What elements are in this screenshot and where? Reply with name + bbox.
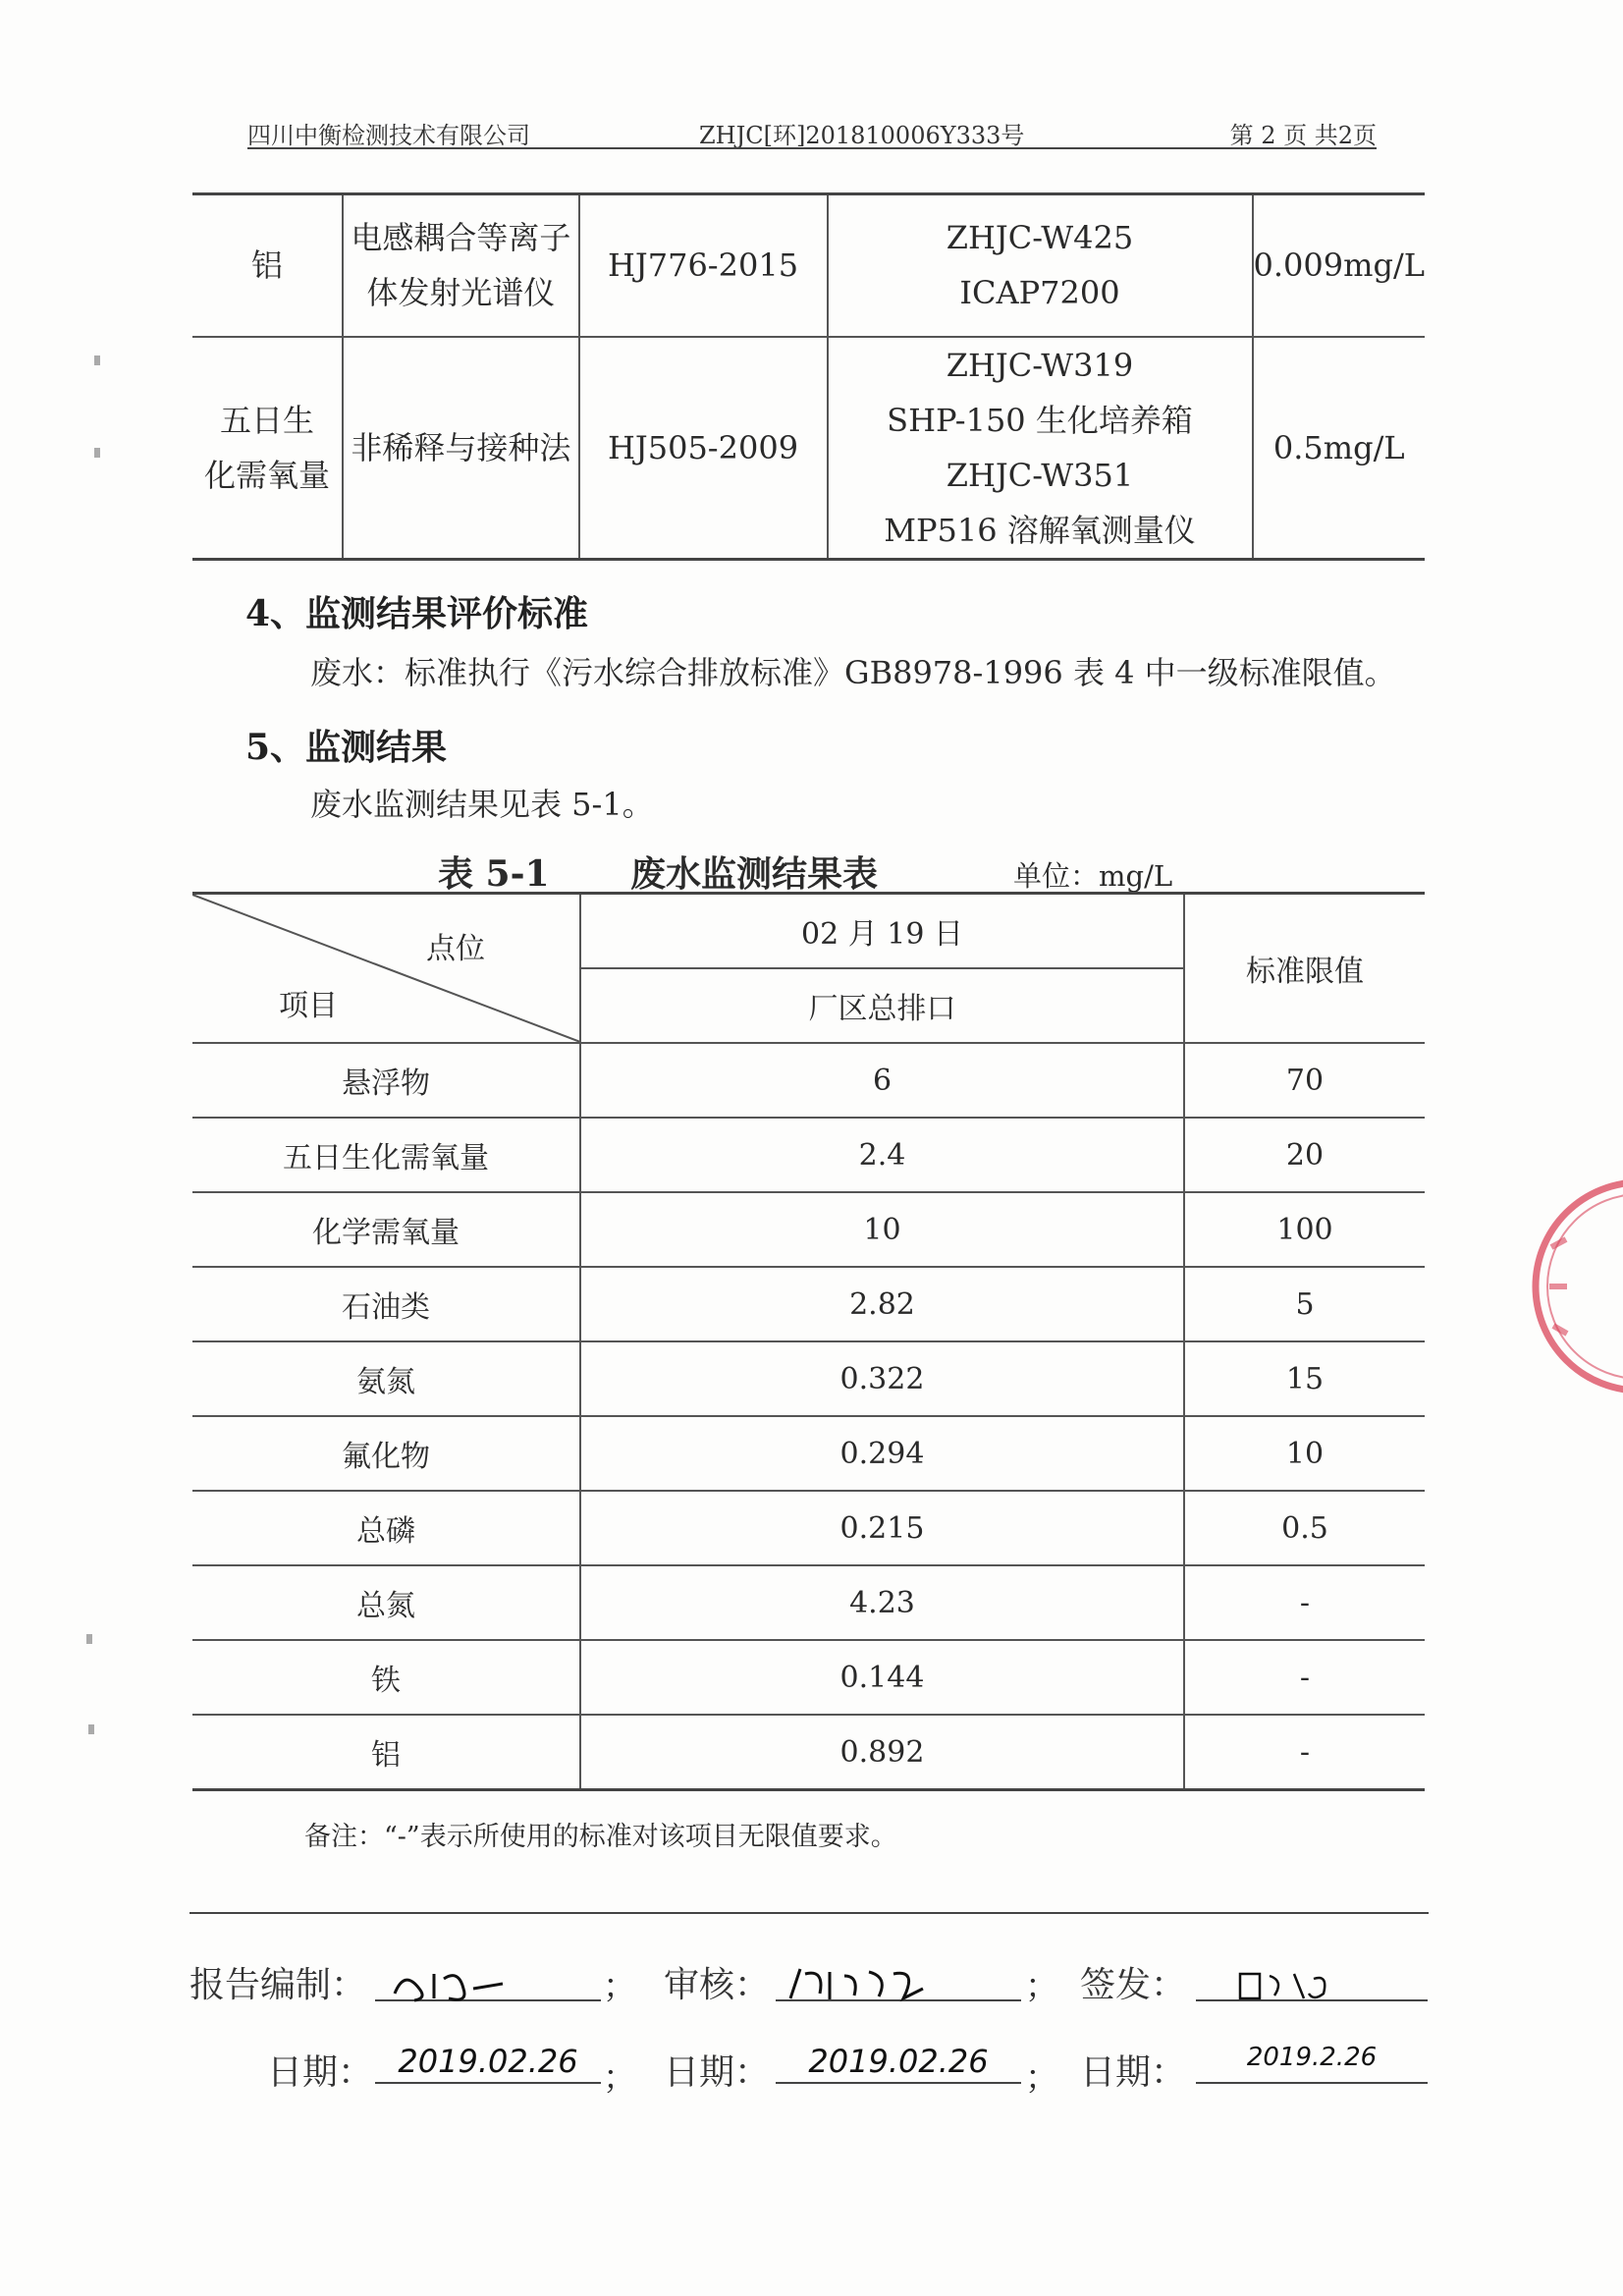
results-table	[192, 892, 1425, 1791]
method-limit-cell: 0.5mg/L	[1253, 337, 1426, 560]
table-row	[192, 337, 1425, 560]
header-point-label: 点位	[426, 932, 485, 966]
value-cell: 0.144	[580, 1640, 1184, 1715]
method-instrument-cell: ZHJC-W425 ICAP7200	[828, 194, 1253, 337]
limit-cell: 0.5	[1184, 1491, 1425, 1565]
table-row	[192, 1118, 1425, 1192]
separator: ；	[603, 1967, 636, 2006]
section-4-title: 4、监测结果评价标准	[245, 593, 589, 634]
handwritten-signature-icon	[375, 1964, 601, 2003]
separator: ；	[603, 2058, 636, 2098]
limit-cell: 10	[1184, 1416, 1425, 1491]
item-cell: 石油类	[192, 1267, 580, 1341]
scan-speck	[94, 448, 100, 458]
method-standard-cell: HJ776-2015	[579, 194, 828, 337]
table-note: 备注：“-”表示所使用的标准对该项目无限值要求。	[304, 1822, 897, 1852]
reviewed-label: 审核：	[664, 1965, 771, 2005]
header-date-cell: 02 月 19 日	[580, 894, 1184, 969]
method-item-cell: 铝	[192, 194, 343, 337]
issued-date: 2019.2.26	[1196, 2043, 1428, 2084]
item-cell: 总氮	[192, 1565, 580, 1640]
method-name-cell: 非稀释与接种法	[343, 337, 578, 560]
header-location-cell: 厂区总排口	[580, 968, 1184, 1043]
page-number: 第 2 页 共2页	[1229, 122, 1377, 149]
value-cell: 6	[580, 1043, 1184, 1118]
value-cell: 0.294	[580, 1416, 1184, 1491]
method-name-cell: 电感耦合等离子 体发射光谱仪	[343, 194, 578, 337]
method-limit-cell: 0.009mg/L	[1253, 194, 1426, 337]
table-row	[192, 1715, 1425, 1790]
separator: ；	[1025, 2058, 1058, 2098]
header-limit-cell: 标准限值	[1184, 894, 1425, 1044]
prepared-date: 2019.02.26	[375, 2043, 601, 2084]
scan-speck	[94, 355, 100, 365]
item-cell: 五日生化需氧量	[192, 1118, 580, 1192]
prepared-label: 报告编制：	[189, 1965, 367, 2005]
section-5-text: 废水监测结果见表 5-1。	[310, 786, 654, 823]
signature-divider	[189, 1912, 1429, 1914]
table-header-row	[192, 894, 1425, 969]
limit-cell: -	[1184, 1715, 1425, 1790]
issued-signature	[1196, 1964, 1428, 2001]
separator: ；	[1025, 1967, 1058, 2006]
limit-cell: 70	[1184, 1043, 1425, 1118]
table-row	[192, 1491, 1425, 1565]
method-standard-cell: HJ505-2009	[579, 337, 828, 560]
scan-speck	[88, 1724, 94, 1734]
value-cell: 2.4	[580, 1118, 1184, 1192]
company-name: 四川中衡检测技术有限公司	[247, 122, 530, 149]
section-4-text: 废水：标准执行《污水综合排放标准》GB8978-1996 表 4 中一级标准限值。	[310, 654, 1396, 691]
table-row	[192, 1341, 1425, 1416]
value-cell: 4.23	[580, 1565, 1184, 1640]
reviewed-signature	[776, 1964, 1021, 2001]
prepared-date-label: 日期：	[267, 2052, 374, 2093]
value-cell: 0.215	[580, 1491, 1184, 1565]
table-unit: 单位：mg/L	[1013, 859, 1173, 893]
method-instrument-cell: ZHJC-W319 SHP-150 生化培养箱 ZHJC-W351 MP516 溶解氧测量仪	[828, 337, 1253, 560]
item-cell: 铁	[192, 1640, 580, 1715]
limit-cell: -	[1184, 1640, 1425, 1715]
issued-label: 签发：	[1080, 1965, 1187, 2005]
value-cell: 10	[580, 1192, 1184, 1267]
report-number: ZHJC[环]201810006Y333号	[699, 122, 1025, 149]
table-row	[192, 1192, 1425, 1267]
item-cell: 铝	[192, 1715, 580, 1790]
section-5-title: 5、监测结果	[245, 727, 448, 768]
table-row	[192, 1043, 1425, 1118]
limit-cell: 5	[1184, 1267, 1425, 1341]
value-cell: 0.322	[580, 1341, 1184, 1416]
item-cell: 总磷	[192, 1491, 580, 1565]
value-cell: 2.82	[580, 1267, 1184, 1341]
value-cell: 0.892	[580, 1715, 1184, 1790]
table-caption-title: 废水监测结果表	[630, 853, 879, 895]
page-header	[247, 110, 1377, 149]
reviewed-date-label: 日期：	[664, 2052, 771, 2093]
table-row	[192, 1267, 1425, 1341]
handwritten-signature-icon	[776, 1964, 1021, 2003]
diagonal-header-cell	[192, 894, 580, 1044]
table-row	[192, 1565, 1425, 1640]
methods-table	[192, 192, 1425, 561]
limit-cell: 20	[1184, 1118, 1425, 1192]
item-cell: 氟化物	[192, 1416, 580, 1491]
issued-date-label: 日期：	[1080, 2052, 1187, 2093]
limit-cell: 100	[1184, 1192, 1425, 1267]
reviewed-date: 2019.02.26	[776, 2043, 1021, 2084]
diagonal-line	[192, 895, 580, 1042]
method-item-cell: 五日生 化需氧量	[192, 337, 343, 560]
prepared-signature	[375, 1964, 601, 2001]
scan-speck	[86, 1634, 92, 1644]
item-cell: 化学需氧量	[192, 1192, 580, 1267]
table-row	[192, 194, 1425, 337]
table-caption-number: 表 5-1	[438, 853, 550, 895]
table-row	[192, 1640, 1425, 1715]
limit-cell: -	[1184, 1565, 1425, 1640]
handwritten-signature-icon	[1196, 1964, 1428, 2003]
header-divider	[247, 147, 1377, 149]
item-cell: 悬浮物	[192, 1043, 580, 1118]
limit-cell: 15	[1184, 1341, 1425, 1416]
header-item-label: 项目	[279, 989, 338, 1023]
item-cell: 氨氮	[192, 1341, 580, 1416]
company-seal-icon	[1512, 1169, 1623, 1404]
table-row	[192, 1416, 1425, 1491]
